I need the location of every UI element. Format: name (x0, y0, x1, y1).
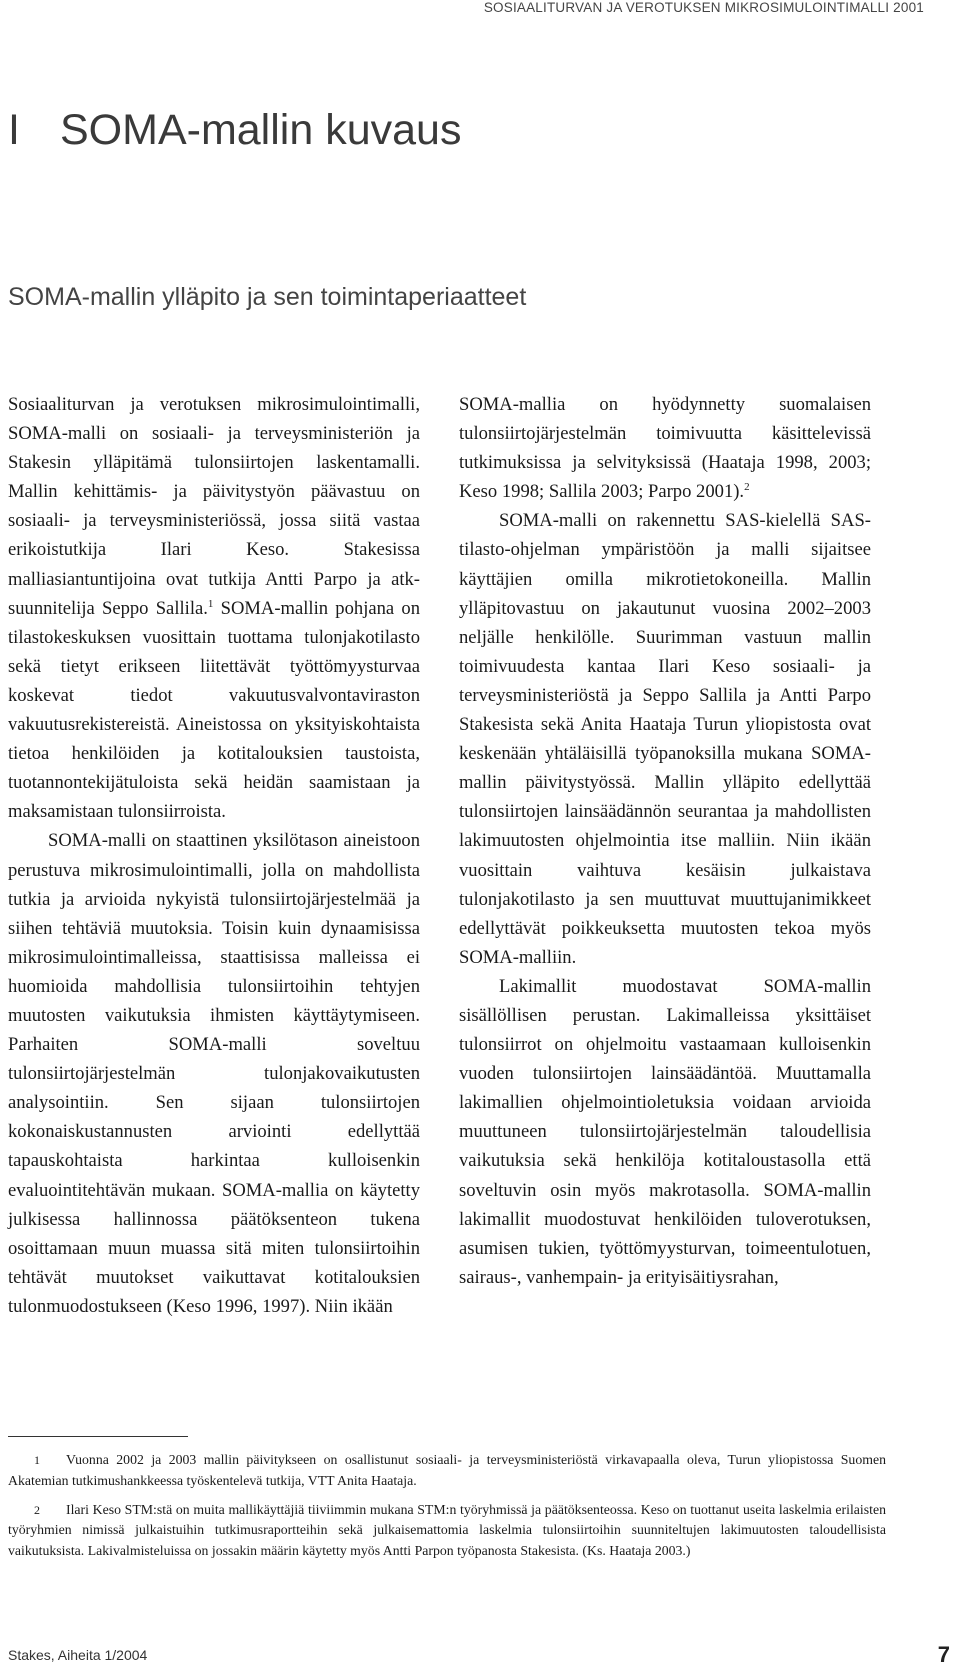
right-paragraph-1-text: SOMA-mallia on hyödynnetty suomalaisen tulonsiirtojärjestelmän toimivuutta käsittelevissä tutkimuksissa ja selvityksissä (Haataja 1998, 2003; Keso 1998; Sallila 2003; Parpo 2001). (459, 394, 871, 503)
publication-footer: Stakes, Aiheita 1/2004 (8, 1647, 148, 1663)
footnotes (8, 1450, 886, 1570)
footnote-ref-1[interactable]: 1 (207, 597, 214, 610)
chapter-title-text: SOMA-mallin kuvaus (60, 106, 462, 154)
right-paragraph-2: SOMA-malli on rakennettu SAS-kielellä SAS-tilasto-ohjelman ympäristöön ja malli sijaitsee käyttäjien omilla mikrotietokoneilla. Mallin ylläpitovastuu on jakautunut vuosina 2002–2003 neljälle henkilölle. Suurimman vastuun mallin toimivuudesta kantaa Ilari Keso sosiaali- ja terveysministeriöstä ja Seppo Sallila ja Antti Parpo Stakesista sekä Anita Haataja Turun yliopistosta ovat keskenään yhtäläisillä työpanoksilla mukana SOMA-mallin päivitystyössä. Mallin ylläpito edellyttää tulonsiirtojen lainsäädännön seurantaa ja mahdollisten lakimuutosten ohjelmointia itse malliin. Niin ikään vuosittain vaihtuva kesäisin julkaistava tulonjakotilasto ja sen muuttuvat muuttujanimikkeet edellyttävät poikkeuksetta muutosten tekoa myös SOMA-malliin. (459, 510, 871, 968)
footnote-1 (8, 1450, 886, 1492)
section-title: SOMA-mallin ylläpito ja sen toimintaperiaatteet (8, 283, 527, 311)
footnote-2 (8, 1500, 886, 1562)
footnote-1-mark: 1 (34, 1453, 40, 1467)
right-column (459, 390, 871, 1292)
chapter-title (8, 106, 461, 155)
chapter-number: I (8, 106, 20, 154)
running-head: SOSIAALITURVAN JA VEROTUKSEN MIKROSIMULOINTIMALLI 2001 (483, 0, 924, 15)
right-paragraph-1 (459, 390, 871, 506)
footnote-divider (8, 1436, 188, 1437)
left-paragraph-1 (8, 390, 420, 826)
right-paragraph-3: Lakimallit muodostavat SOMA-mallin sisällöllisen perustan. Lakimalleissa yksittäiset tulonsiirrot on ohjelmoitu vastaamaan kulloisenkin vuoden tulonsiirtojen lainsäädäntöä. Muuttamalla lakimallien ohjelmointioletuksia voidaan arvioida muuttuneen tulonsiirtojärjestelmän taloudellisia vaikutuksia sekä henkilöja kotitaloustasolla että soveltuvin osin myös makrotasolla. SOMA-mallin lakimallit muodostuvat henkilöiden tuloverotuksen, asumisen tukien, työttömyysturvan, toimeentulotuen, sairaus-, vanhempain- ja erityisäitiysrahan, (459, 975, 871, 1288)
left-column (8, 390, 420, 1321)
footnote-1-text: Vuonna 2002 ja 2003 mallin päivitykseen on osallistunut sosiaali- ja terveysministeriöstä virkavapaalla oleva, Turun yliopistossa Suomen Akatemian tutkimushankkeessa työskentelevä tutkija, VTT Anita Haataja. (8, 1452, 886, 1488)
footnote-ref-2[interactable]: 2 (744, 481, 750, 494)
left-paragraph-1-continued: SOMA-mallin pohjana on tilastokeskuksen vuosittain tuottama tulonjakotilasto sekä tietyt erikseen liitettävät työttömyysturvaa koskevat tiedot vakuutusvalvontaviraston vakuutusrekistereistä. Aineistossa on yksityiskohtaista tietoa henkilöiden ja kotitalouksien taustoista, tuotannontekijätuloista sekä heidän saamistaan ja maksamistaan tulonsiirroista. (8, 597, 420, 823)
left-paragraph-2: SOMA-malli on staattinen yksilötason aineistoon perustuva mikrosimulointimalli, jolla on mahdollista tutkia ja arvioida nykyistä tulonsiirtojärjestelmää ja siihen tehtäviä muutoksia. Toisin kuin dynaamisissa mikrosimulointimalleissa, staattisissa malleissa ei huomioida mahdollisia tulonsiirtoihin tehtyjen muutosten vaikutuksia ihmisten käyttäytymiseen. Parhaiten SOMA-malli soveltuu tulonsiirtojärjestelmän tulonjakovaikutusten analysointiin. Sen sijaan tulonsiirtojen kokonaiskustannusten arviointi edellyttää tapauskohtaista harkintaa kulloisenkin evaluointitehtävän mukaan. SOMA-mallia on käytetty julkisessa hallinnossa päätöksenteon tukena osoittamaan muun muassa sitä miten tulonsiirtoihin tehtävät muutokset vaikuttavat kotitalouksien tulonmuodostukseen (Keso 1996, 1997). Niin ikään (8, 830, 420, 1317)
footnote-2-mark: 2 (34, 1502, 40, 1517)
left-paragraph-1-text: Sosiaaliturvan ja verotuksen mikrosimulointimalli, SOMA-malli on sosiaali- ja terveysministeriön ja Stakesin ylläpitämä tulonsiirtojen laskentamalli. Mallin kehittämis- ja päivitystyön päävastuu on sosiaali- ja terveysministeriössä, jossa siitä vastaa erikoistutkija Ilari Keso. Stakesissa malliasiantuntijoina ovat tutkija Antti Parpo ja atk-suunnitelija Seppo Sallila. (8, 394, 420, 619)
page-number: 7 (937, 1642, 950, 1667)
footnote-2-text: Ilari Keso STM:stä on muita mallikäyttäjiä tiiviimmin mukana STM:n työryhmissä ja päätöksenteossa. Keso on tuottanut useita laskelmia erilaisten työryhmien nimissä julkaistuihin tutkimusraportteihin sekä julkaisemattomia laskelmia tulonsiirtoihin suunniteltujen lakimuutosten taloudellisista vaikutuksista. Lakivalmisteluissa on jossakin määrin käytetty myös Antti Parpon työpanosta Stakesista. (Ks. Haataja 2003.) (8, 1501, 886, 1559)
